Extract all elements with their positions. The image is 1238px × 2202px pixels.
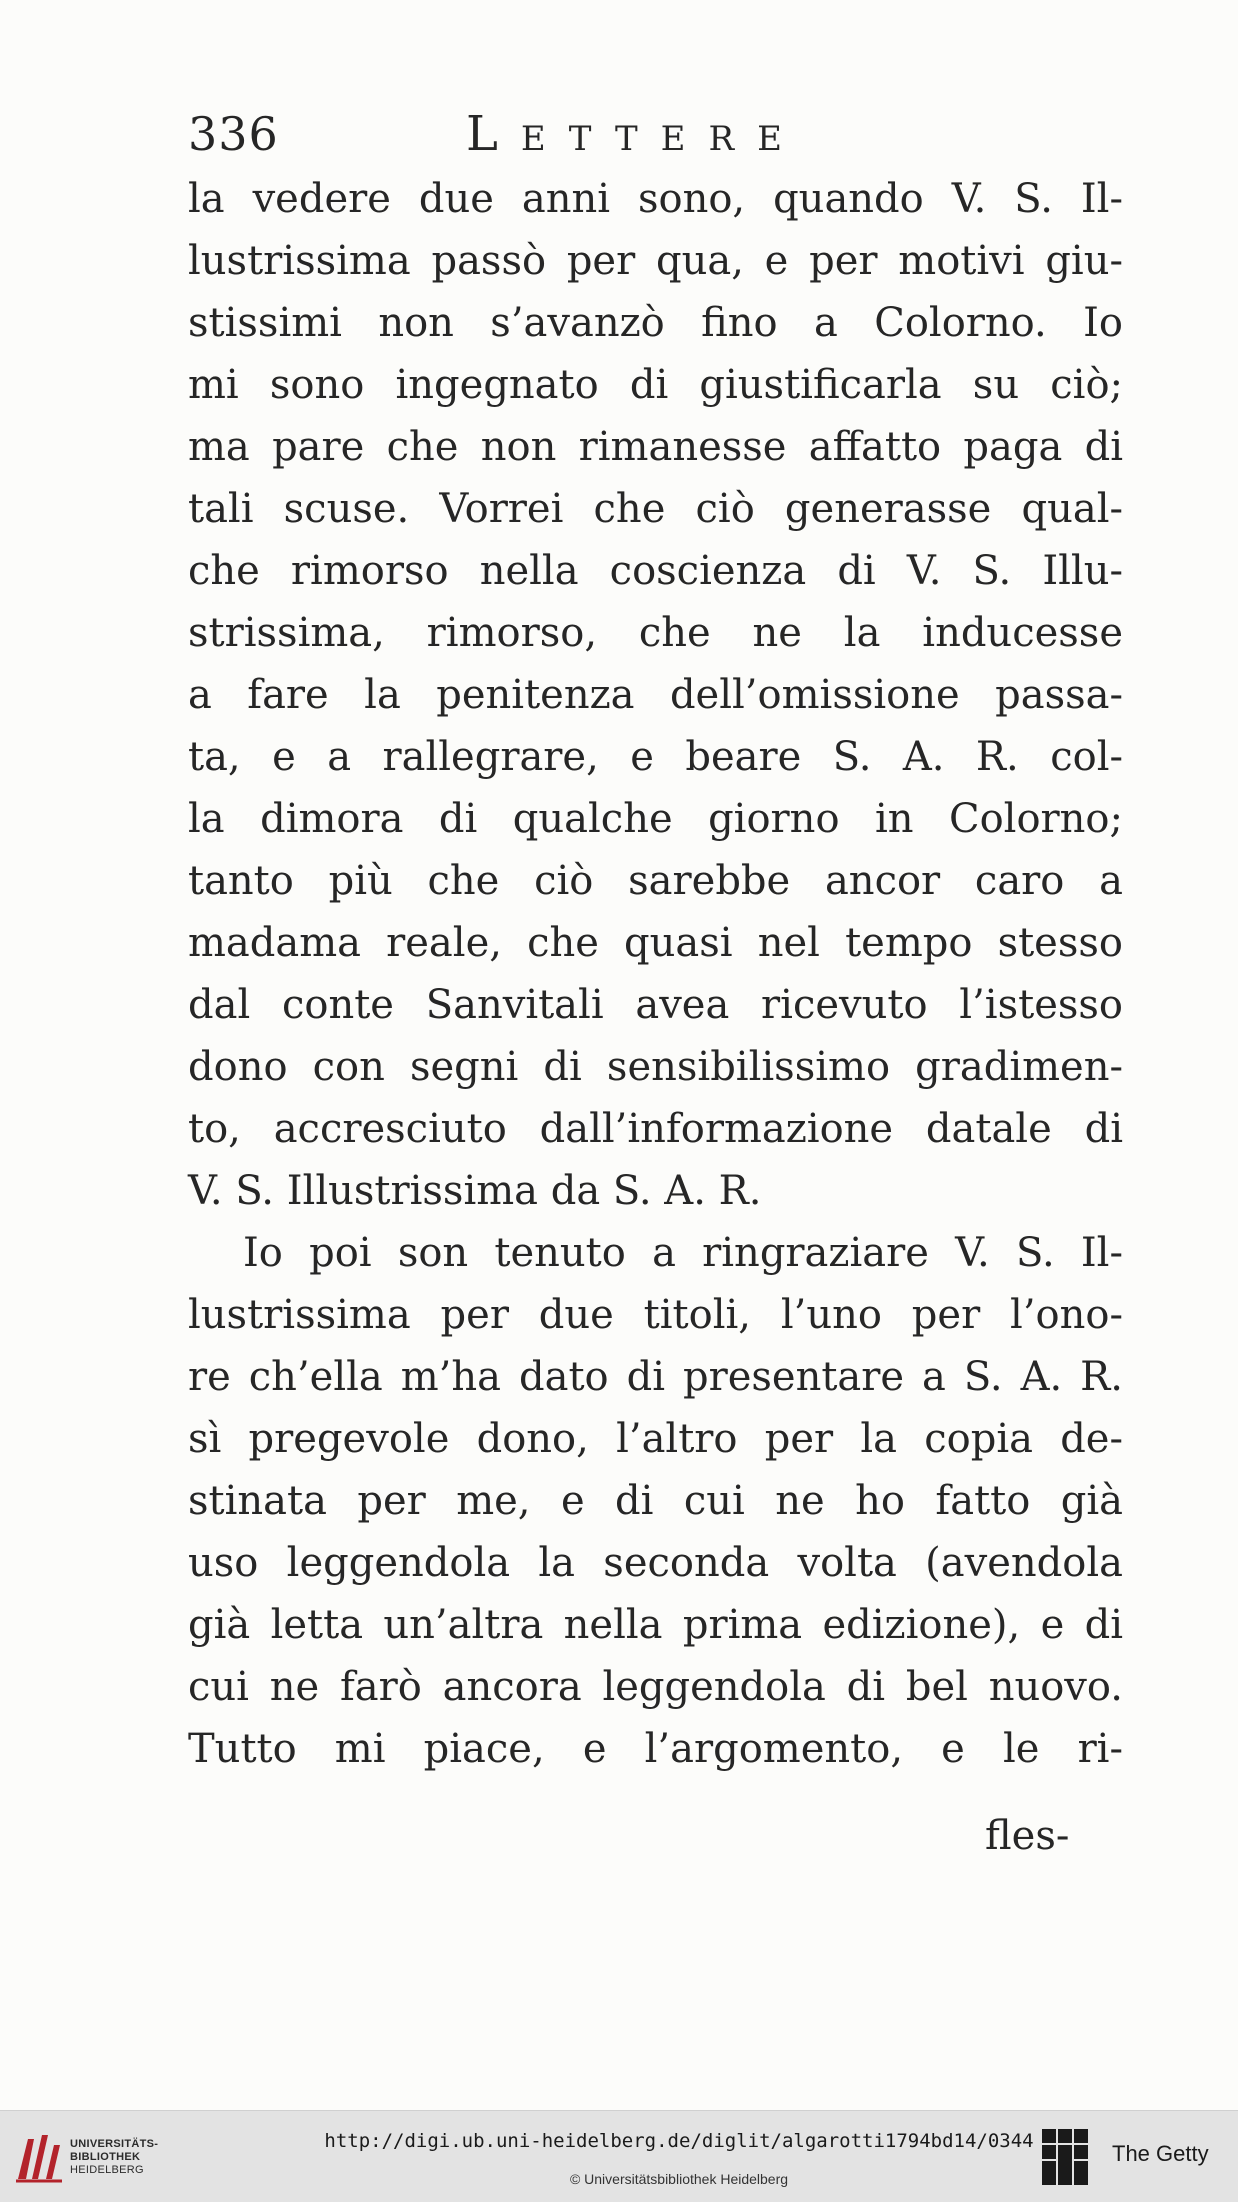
text-line: re ch’ella m’ha dato di presentare a S. A. R.	[188, 1354, 1123, 1400]
running-title	[466, 108, 805, 162]
text-line: cui ne farò ancora leggendola di bel nuovo.	[188, 1664, 1123, 1710]
text-line: stinata per me, e di cui ne ho fatto già	[188, 1478, 1123, 1524]
permalink-url[interactable]: http://digi.ub.uni-heidelberg.de/diglit/algarotti1794bd14/0344	[324, 2130, 1034, 2152]
text-line: to, accresciuto dall’informazione datale di	[188, 1106, 1123, 1152]
text-line: stissimi non s’avanzò fino a Colorno. Io	[188, 300, 1123, 346]
text-line: tali scuse. Vorrei che ciò generasse qual-	[188, 486, 1123, 532]
getty-logo-icon[interactable]	[1040, 2125, 1092, 2189]
library-name-line1: UNIVERSITÄTS-	[70, 2138, 159, 2150]
getty-label: The Getty	[1112, 2141, 1209, 2166]
body-text	[188, 168, 1123, 1780]
text-line: lustrissima passò per qua, e per motivi giu-	[188, 238, 1123, 284]
text-line: mi sono ingegnato di giustificarla su ciò;	[188, 362, 1123, 408]
text-line: la dimora di qualche giorno in Colorno;	[188, 796, 1123, 842]
page-number: 336	[188, 107, 279, 161]
text-line: uso leggendola la seconda volta (avendola	[188, 1540, 1123, 1586]
running-title-text: Lettere	[466, 106, 805, 162]
text-line: dono con segni di sensibilissimo gradimen-	[188, 1044, 1123, 1090]
library-name-line2: BIBLIOTHEK	[70, 2151, 141, 2163]
text-line: strissima, rimorso, che ne la inducesse	[188, 610, 1123, 656]
text-line: la vedere due anni sono, quando V. S. Il-	[188, 176, 1123, 222]
copyright-notice: © Universitätsbibliothek Heidelberg	[569, 2171, 789, 2187]
text-line: che rimorso nella coscienza di V. S. Illu-	[188, 548, 1123, 594]
text-line: a fare la penitenza dell’omissione passa-	[188, 672, 1123, 718]
text-line: ma pare che non rimanesse affatto paga di	[188, 424, 1123, 470]
text-line: V. S. Illustrissima da S. A. R.	[188, 1168, 762, 1214]
text-line: lustrissima per due titoli, l’uno per l’ono-	[188, 1292, 1123, 1338]
text-line: dal conte Sanvitali avea ricevuto l’istesso	[188, 982, 1123, 1028]
text-line: ta, e a rallegrare, e beare S. A. R. col-	[188, 734, 1123, 780]
text-line: madama reale, che quasi nel tempo stesso	[188, 920, 1123, 966]
library-name-line3: HEIDELBERG	[70, 2164, 144, 2176]
viewer-footer	[0, 2110, 1238, 2202]
page-header	[188, 108, 1118, 168]
text-line: tanto più che ciò sarebbe ancor caro a	[188, 858, 1123, 904]
text-line: già letta un’altra nella prima edizione), e di	[188, 1602, 1123, 1648]
catchword: fles-	[985, 1813, 1070, 1859]
text-line: Tutto mi piace, e l’argomento, e le ri-	[188, 1726, 1123, 1772]
text-line: Io poi son tenuto a ringraziare V. S. Il-	[243, 1230, 1123, 1276]
text-line: sì pregevole dono, l’altro per la copia de-	[188, 1416, 1123, 1462]
